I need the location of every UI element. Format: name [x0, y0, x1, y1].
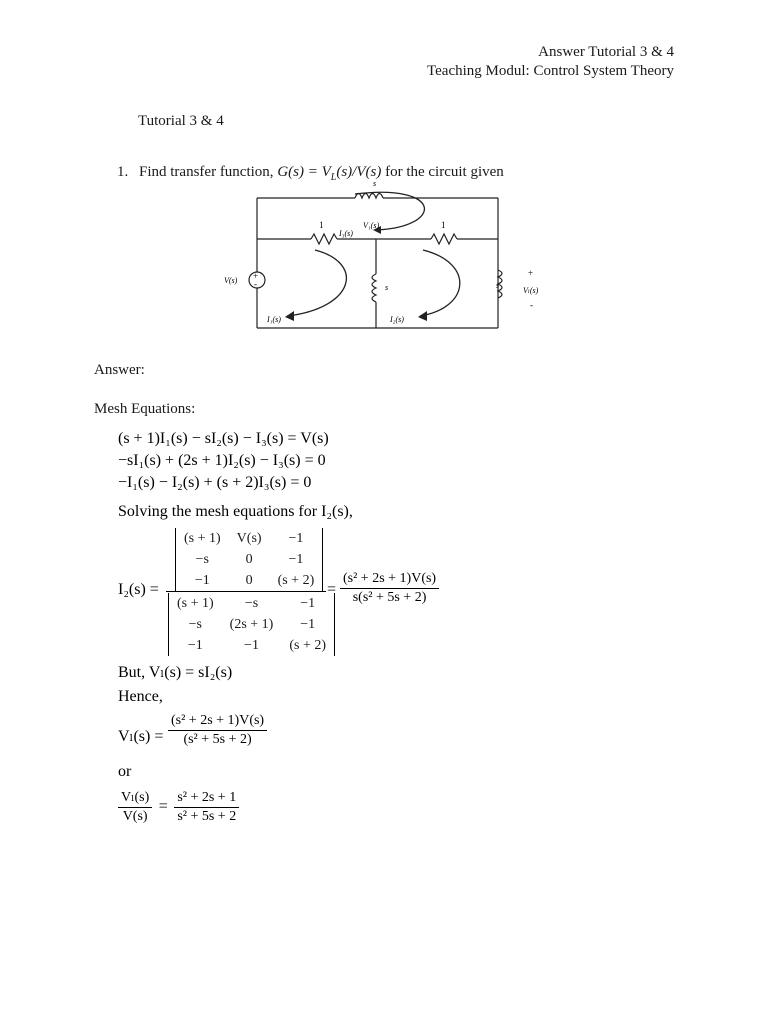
den-det-cell: −s — [188, 616, 202, 632]
den-det-row-1 — [169, 593, 334, 614]
den-det-cell: −1 — [300, 616, 316, 632]
label-left-resistor: 1 — [319, 220, 324, 230]
num-det-row-1 — [176, 528, 322, 549]
right-resistor — [431, 234, 457, 244]
i2-lhs: I₂(s) = — [118, 581, 159, 598]
tf-denominator: s² + 5s + 2 — [177, 808, 237, 824]
den-det-cell: (s + 1) — [177, 595, 214, 611]
num-det-row-2 — [176, 549, 322, 570]
label-top-inductor: s — [373, 179, 377, 188]
circuit-diagram — [215, 178, 555, 333]
num-det-cell: 0 — [245, 572, 253, 588]
den-det-cell: −s — [244, 595, 259, 611]
hence-label: Hence, — [118, 688, 163, 705]
top-inductor-coil — [355, 194, 383, 199]
answer-label: Answer: — [94, 362, 145, 378]
question-formula-rest: (s)/V(s) — [336, 164, 382, 180]
transfer-function — [118, 789, 239, 825]
mesh-equation-2: −sI₁(s) + (2s + 1)I₂(s) − I₃(s) = 0 — [118, 452, 326, 469]
label-middle-inductor: s — [385, 283, 389, 292]
vl-numerator: (s² + 2s + 1)V(s) — [168, 713, 267, 731]
question-formula-sub: L — [330, 172, 337, 183]
mesh-arrow-i1 — [287, 250, 346, 316]
num-det-cell: (s + 2) — [277, 572, 315, 588]
label-right-inductor: s — [496, 281, 500, 290]
tf-numerator: s² + 2s + 1 — [174, 790, 239, 808]
vl-lhs: Vₗ(s) = — [118, 728, 164, 745]
header-line-2: Teaching Modul: Control System Theory — [427, 63, 674, 79]
mesh-equation-3: −I₁(s) − I₂(s) + (s + 2)I₃(s) = 0 — [118, 474, 312, 491]
num-det-row-3 — [176, 570, 322, 591]
num-det-cell: −1 — [288, 530, 304, 546]
num-det-cell: −1 — [288, 551, 304, 567]
denominator-determinant — [168, 593, 335, 656]
label-vl-minus: - — [530, 300, 533, 310]
den-det-cell: −1 — [187, 637, 203, 653]
source-minus: - — [254, 279, 257, 289]
question-number: 1. — [117, 164, 129, 180]
label-vl-plus: + — [528, 268, 534, 278]
den-det-cell: −1 — [300, 595, 316, 611]
numerator-determinant — [175, 528, 323, 591]
question-formula: G(s) = V — [277, 164, 331, 180]
i2-result-denominator: s(s² + 5s + 2) — [352, 590, 427, 605]
label-vl: Vₗ(s) — [523, 286, 539, 295]
tf-equals: = — [158, 798, 168, 815]
num-det-cell: (s + 1) — [184, 530, 221, 546]
middle-inductor-coil — [372, 274, 376, 302]
solving-text: Solving the mesh equations for I₂(s), — [118, 503, 353, 520]
tutorial-title: Tutorial 3 & 4 — [138, 113, 224, 129]
question-suffix: for the circuit given — [381, 164, 504, 180]
cramer-fraction-bar — [166, 591, 326, 592]
label-i2: I₂(s) — [390, 315, 404, 324]
label-i3: I₃(s) — [339, 229, 353, 238]
label-i1: I₁(s) — [267, 315, 281, 324]
num-det-cell: −s — [195, 551, 209, 567]
tf-lhs-denominator: V(s) — [122, 809, 148, 824]
label-source: V(s) — [224, 276, 238, 285]
mesh-equation-1: (s + 1)I₁(s) − sI₂(s) − I₃(s) = V(s) — [118, 430, 329, 447]
question-prefix: Find transfer function, — [139, 164, 278, 180]
equals-sign: = — [327, 581, 337, 598]
vl-denominator: (s² + 5s + 2) — [183, 732, 252, 747]
label-right-resistor: 1 — [441, 220, 446, 230]
source-plus: + — [253, 271, 259, 281]
den-det-cell: (2s + 1) — [229, 616, 274, 632]
num-det-cell: V(s) — [236, 530, 262, 546]
header-line-1: Answer Tutorial 3 & 4 — [538, 44, 674, 60]
den-det-row-2 — [169, 614, 334, 635]
den-det-cell: (s + 2) — [289, 637, 327, 653]
or-label: or — [118, 763, 132, 780]
i2-result-numerator: (s² + 2s + 1)V(s) — [340, 571, 439, 589]
tf-lhs-numerator: Vₗ(s) — [118, 789, 152, 808]
num-det-cell: −1 — [194, 572, 210, 588]
arrowhead-i1-icon — [285, 311, 294, 321]
but-statement: But, Vₗ(s) = sI₂(s) — [118, 664, 233, 681]
num-det-cell: 0 — [245, 551, 253, 567]
arrowhead-i2-icon — [418, 311, 427, 321]
i2-result-fraction — [340, 571, 439, 606]
left-resistor — [311, 234, 337, 244]
mesh-equations-label: Mesh Equations: — [94, 401, 196, 417]
mesh-arrow-i2 — [420, 250, 460, 316]
den-det-cell: −1 — [244, 637, 259, 653]
den-det-row-3 — [169, 635, 334, 656]
vl-fraction — [168, 713, 267, 748]
label-v1: V₁(s) — [363, 221, 380, 230]
